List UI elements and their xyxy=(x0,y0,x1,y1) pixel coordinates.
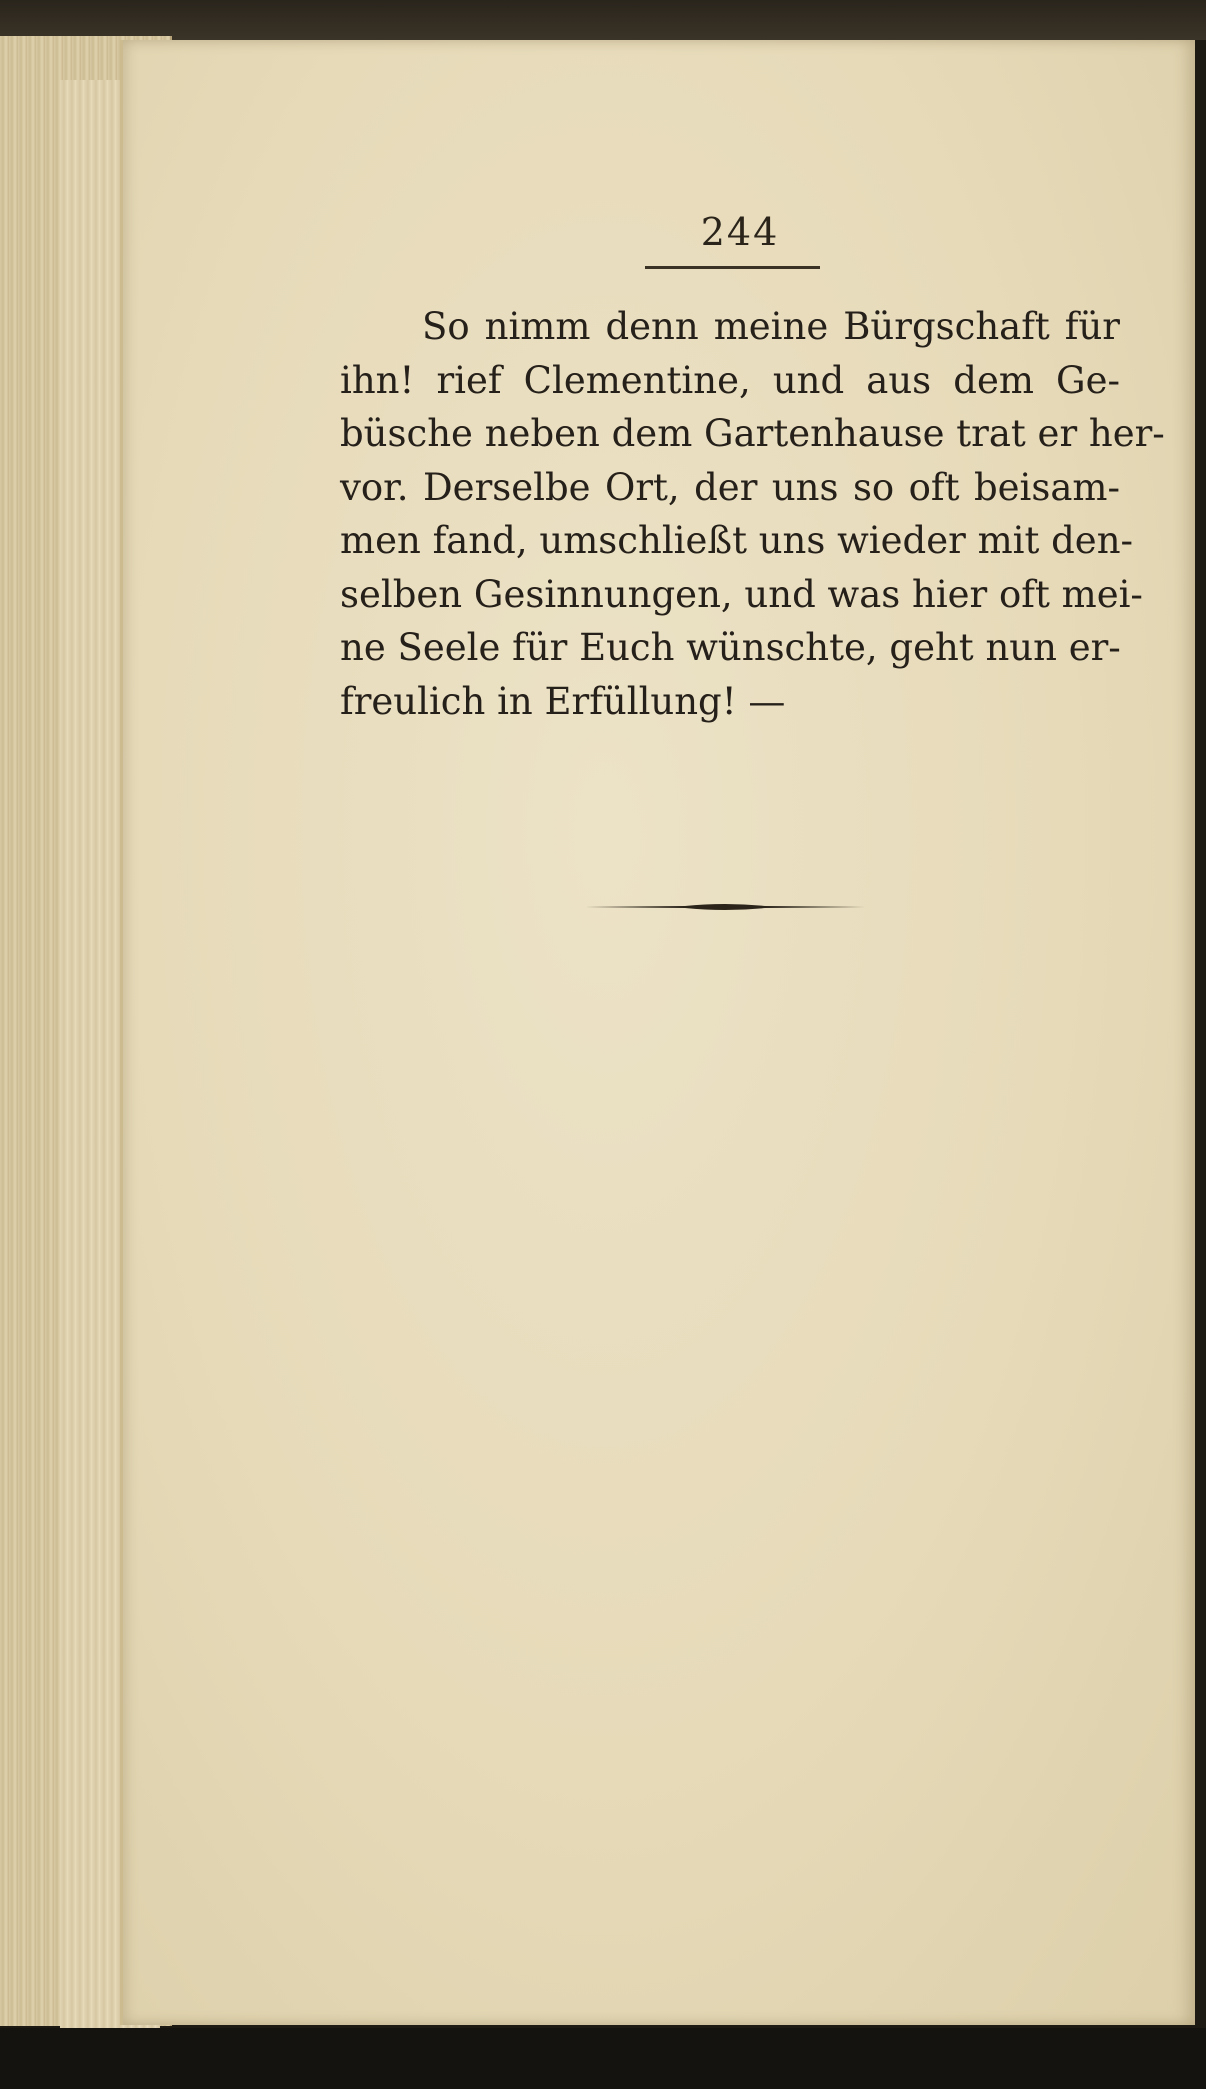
text-line: ihn! rief Clementine, und aus dem Ge- xyxy=(340,358,1120,402)
text-line: vor. Derselbe Ort, der uns so oft beisam- xyxy=(340,465,1120,509)
text-line: büsche neben dem Gartenhause trat er her- xyxy=(340,412,1165,455)
header-rule xyxy=(645,266,820,269)
page-number: 244 xyxy=(700,210,780,254)
book-cover-edge xyxy=(0,0,1206,40)
text-line: men fand, umschließt uns wieder mit den- xyxy=(340,519,1134,562)
end-ornament-rule xyxy=(585,900,865,914)
text-line: freulich in Erfüllung! — xyxy=(340,679,786,723)
text-line: selben Gesinnungen, und was hier oft mei- xyxy=(340,572,1143,616)
bottom-edge xyxy=(0,2028,1206,2089)
body-text xyxy=(340,300,1165,728)
text-line: So nimm denn meine Bürgschaft für xyxy=(422,305,1120,348)
text-line: ne Seele für Euch wünschte, geht nun er- xyxy=(340,626,1121,669)
